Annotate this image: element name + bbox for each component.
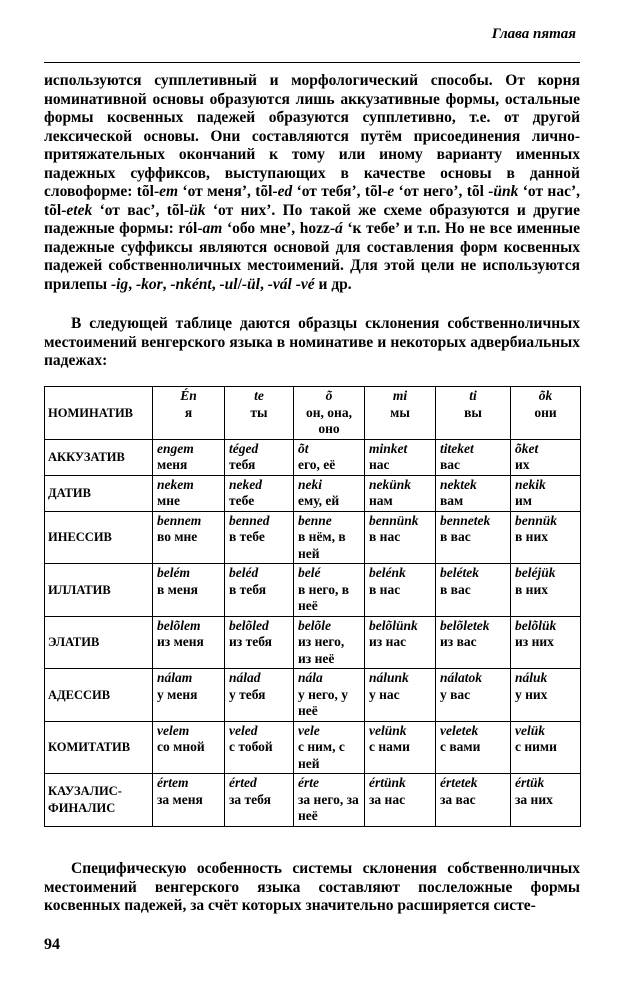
word-form: neki: [298, 476, 323, 492]
case-label: ИНЕССИВ: [45, 511, 153, 564]
word-form: õt: [298, 440, 309, 456]
translation: у вас: [440, 686, 471, 702]
translation: ему, ей: [298, 493, 340, 508]
word-form: velünk: [369, 722, 407, 738]
word-form: belénk: [369, 565, 406, 580]
pronoun-cell: te ты: [225, 387, 294, 440]
form-cell: [365, 721, 436, 774]
case-label: АККУЗАТИВ: [45, 439, 153, 475]
translation: из вас: [440, 634, 477, 649]
word-form: belõle: [298, 617, 331, 633]
word-form: belõlük: [515, 617, 557, 633]
form-cell: [153, 564, 225, 617]
word-form: minket: [369, 440, 408, 456]
word-form: bennük: [515, 512, 558, 528]
word-form: nektek: [440, 476, 477, 492]
word-form: veled: [229, 722, 258, 738]
case-label: АДЕССИВ: [45, 669, 153, 722]
form-cell: [365, 616, 436, 669]
case-label: ИЛЛАТИВ: [45, 564, 153, 617]
word-form: velem: [157, 722, 190, 738]
form-cell: [225, 721, 294, 774]
table-row: [45, 439, 581, 475]
form-cell: [153, 511, 225, 564]
table-row: [45, 774, 581, 827]
header-rule: [44, 62, 580, 63]
form-cell: [436, 439, 511, 475]
word-form: nekünk: [369, 476, 412, 492]
table-row: [45, 511, 581, 564]
form-cell: [365, 439, 436, 475]
word-form: értem: [157, 775, 189, 790]
translation: в меня: [157, 581, 198, 597]
word-form: bennünk: [369, 512, 419, 528]
form-cell: [365, 774, 436, 827]
translation: из меня: [157, 634, 204, 649]
word-form: belétek: [440, 565, 479, 580]
word-form: nálad: [229, 670, 261, 685]
translation: нас: [369, 457, 390, 472]
form-cell: [225, 511, 294, 564]
translation: во мне: [157, 529, 198, 544]
translation: из тебя: [229, 634, 272, 649]
word-form: belõled: [229, 617, 269, 633]
translation: в них: [515, 581, 548, 597]
form-cell: [294, 564, 365, 617]
form-cell: [365, 669, 436, 722]
form-cell: [225, 616, 294, 669]
table-row: [45, 669, 581, 722]
translation: с вами: [440, 739, 481, 754]
form-cell: [153, 774, 225, 827]
translation: со мной: [157, 739, 205, 754]
form-cell: [365, 475, 436, 511]
form-cell: [511, 511, 581, 564]
word-form: nálunk: [369, 670, 409, 685]
declension-table: [44, 386, 581, 827]
form-cell: [511, 774, 581, 827]
word-form: belõlünk: [369, 617, 418, 633]
form-cell: [436, 669, 511, 722]
form-cell: [294, 511, 365, 564]
form-cell: [294, 616, 365, 669]
word-form: engem: [157, 440, 194, 456]
paragraph-table-lead: В следующей таблице даются образцы склонения собственноличных местоимений венгерского языка в номинативе и некоторых адвербиальных падежах:: [44, 315, 580, 369]
word-form: belém: [157, 565, 190, 580]
pronoun-cell: õ он, она, оно: [294, 387, 365, 440]
word-form: nálatok: [440, 670, 483, 685]
word-form: értünk: [369, 775, 406, 790]
word-form: velük: [515, 722, 545, 738]
translation: его, её: [298, 457, 336, 472]
form-cell: [511, 475, 581, 511]
translation: мне: [157, 493, 180, 508]
table-row-nominative: [45, 387, 581, 440]
translation: тебя: [229, 457, 256, 472]
pronoun-cell: ti вы: [436, 387, 511, 440]
translation: с тобой: [229, 739, 273, 754]
translation: за меня: [157, 791, 203, 807]
form-cell: [225, 564, 294, 617]
form-cell: [225, 774, 294, 827]
form-cell: [153, 669, 225, 722]
word-form: belõletek: [440, 617, 490, 633]
pronoun-cell: Én я: [153, 387, 225, 440]
form-cell: [436, 511, 511, 564]
form-cell: [294, 721, 365, 774]
case-label: ЭЛАТИВ: [45, 616, 153, 669]
form-cell: [365, 564, 436, 617]
form-cell: [294, 669, 365, 722]
translation: за них: [515, 791, 553, 807]
word-form: nekik: [515, 476, 546, 492]
table-row: [45, 721, 581, 774]
translation: им: [515, 493, 532, 508]
form-cell: [294, 439, 365, 475]
translation: в вас: [440, 529, 471, 544]
word-form: nekem: [157, 476, 194, 492]
form-cell: [436, 475, 511, 511]
translation: с ним, с ней: [298, 739, 345, 771]
paragraph-intro: используются супплетивный и морфологический способы. От корня номинативной основы образуются лишь аккузативные формы, остальные формы косвенных падежей образуются супплетивно, т.е. от другой лексической основы. Они составляются путём присоединения лично-притяжательных окончаний к тому или иному варианту именных падежных суффиксов, выступающих в качестве основы в данной словоформе: tõl-em ‘от меня’, tõl-ed ‘от тебя’, tõl-e ‘от него’, tõl -ünk ‘от нас’, tõl-etek ‘от вас’, tõl-ük ‘от них’. По такой же схеме образуются и другие падежные формы: ról-am ‘обо мне’, hozz-á ‘к тебе’ и т.п. Но не все именные падежные суффиксы являются основой для составления форм косвенных падежей собственноличных местоимений. Для этой цели не используются прилепы -ig, -kor, -nként, -ul/-ül, -vál -vé и др.: [44, 72, 581, 293]
translation: из них: [515, 634, 554, 649]
word-form: értük: [515, 775, 545, 790]
translation: с нами: [369, 739, 410, 754]
table-row: [45, 616, 581, 669]
translation: тебе: [229, 493, 255, 508]
translation: в нас: [369, 529, 401, 544]
word-form: érted: [229, 775, 257, 790]
running-header: Глава пятая: [491, 26, 576, 42]
word-form: benne: [298, 512, 332, 528]
translation: в тебе: [229, 529, 265, 544]
translation: у меня: [157, 686, 198, 702]
translation: меня: [157, 457, 188, 472]
word-form: nálam: [157, 670, 193, 685]
word-form: beléd: [229, 565, 259, 580]
case-label: ДАТИВ: [45, 475, 153, 511]
translation: в нас: [369, 581, 401, 597]
form-cell: [153, 721, 225, 774]
translation: в них: [515, 529, 548, 544]
translation: у него, у неё: [298, 686, 348, 718]
form-cell: [436, 774, 511, 827]
form-cell: [436, 721, 511, 774]
translation: из него, из неё: [298, 634, 345, 666]
translation: за него, за неё: [298, 791, 359, 823]
word-form: vele: [298, 722, 320, 738]
translation: за вас: [440, 791, 476, 807]
word-form: bennem: [157, 512, 202, 528]
word-form: belé: [298, 565, 321, 580]
form-cell: [511, 439, 581, 475]
table-row: [45, 564, 581, 617]
word-form: érte: [298, 775, 319, 790]
translation: их: [515, 457, 530, 472]
case-label: КОМИТАТИВ: [45, 721, 153, 774]
word-form: értetek: [440, 775, 478, 790]
translation: в него, в неё: [298, 581, 350, 613]
form-cell: [365, 511, 436, 564]
translation: в вас: [440, 581, 471, 597]
pronoun-cell: mi мы: [365, 387, 436, 440]
form-cell: [294, 774, 365, 827]
form-cell: [153, 439, 225, 475]
form-cell: [225, 669, 294, 722]
translation: в нём, в ней: [298, 529, 346, 561]
word-form: veletek: [440, 722, 479, 738]
translation: в тебя: [229, 581, 267, 597]
form-cell: [153, 616, 225, 669]
translation: вас: [440, 457, 461, 472]
paragraph-continuation: Специфическую особенность системы склонения собственноличных местоимений венгерского языка составляют послеложные формы косвенных падежей, за счёт которых значительно расширяется систе-: [44, 860, 580, 914]
translation: у них: [515, 686, 548, 702]
form-cell: [225, 475, 294, 511]
case-label: КАУЗАЛИС-ФИНАЛИС: [45, 774, 153, 827]
word-form: titeket: [440, 440, 474, 456]
word-form: belõlem: [157, 617, 201, 633]
translation: из нас: [369, 634, 407, 649]
form-cell: [511, 721, 581, 774]
translation: нам: [369, 493, 393, 508]
word-form: benned: [229, 512, 270, 528]
form-cell: [294, 475, 365, 511]
word-form: neked: [229, 476, 262, 492]
form-cell: [511, 616, 581, 669]
translation: у тебя: [229, 686, 266, 702]
page-number: 94: [44, 936, 60, 953]
form-cell: [436, 564, 511, 617]
form-cell: [436, 616, 511, 669]
form-cell: [153, 475, 225, 511]
translation: у нас: [369, 686, 400, 702]
translation: за тебя: [229, 791, 271, 807]
form-cell: [511, 564, 581, 617]
word-form: náluk: [515, 670, 548, 685]
word-form: téged: [229, 440, 259, 456]
pronoun-cell: õk они: [511, 387, 581, 440]
word-form: beléjük: [515, 565, 556, 580]
translation: за нас: [369, 791, 406, 807]
case-label: НОМИНАТИВ: [45, 387, 153, 440]
table-row: [45, 475, 581, 511]
translation: с ними: [515, 739, 557, 754]
word-form: bennetek: [440, 512, 491, 528]
form-cell: [225, 439, 294, 475]
word-form: õket: [515, 440, 539, 456]
translation: вам: [440, 493, 464, 508]
word-form: nála: [298, 670, 323, 685]
form-cell: [511, 669, 581, 722]
